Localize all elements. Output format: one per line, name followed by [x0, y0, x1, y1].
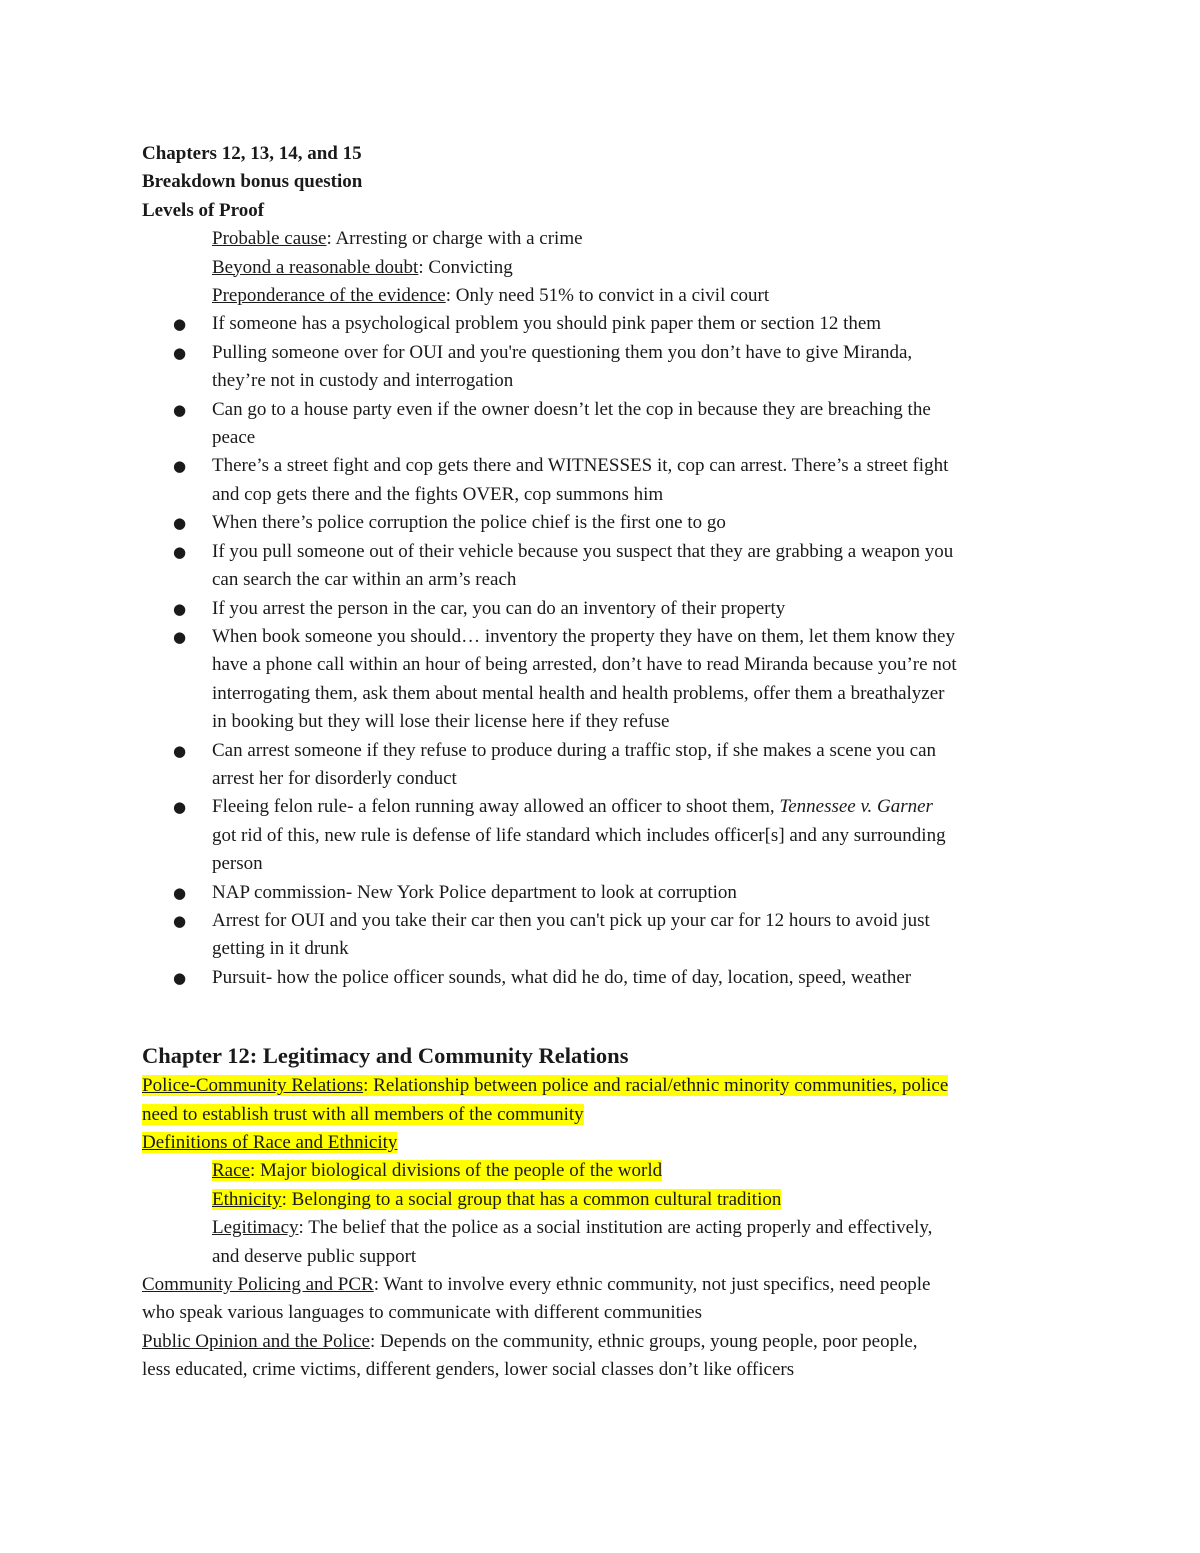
- section-heading-levels-of-proof: Levels of Proof: [142, 199, 265, 221]
- ethnicity-definition: Ethnicity: Belonging to a social group that has a common cultural tradition: [212, 1188, 782, 1210]
- bullet-icon: ●: [173, 343, 187, 362]
- case-name: Tennessee v. Garner: [779, 796, 933, 818]
- level-definition: : Convicting: [418, 256, 513, 278]
- notes-bullet-list: [142, 310, 1062, 992]
- levels-of-proof-list: [142, 225, 1062, 310]
- level-definition: : Arresting or charge with a crime: [326, 228, 583, 250]
- bullet-icon: ●: [173, 911, 187, 930]
- level-term: Preponderance of the evidence: [212, 285, 446, 307]
- doc-title: Chapters 12, 13, 14, and 15: [142, 143, 362, 164]
- community-policing-line-1: Community Policing and PCR: Want to involve every ethnic community, not just specifics, need people: [142, 1274, 931, 1296]
- public-opinion-line-2: less educated, crime victims, different genders, lower social classes don’t like officers: [142, 1359, 795, 1381]
- bullet-icon: ●: [173, 627, 187, 646]
- ethnicity-term: Ethnicity: [212, 1188, 282, 1210]
- legitimacy-definition-cont: and deserve public support: [212, 1245, 417, 1267]
- bullet-icon: ●: [173, 741, 187, 760]
- list-item: ● There’s a street fight and cop gets there and WITNESSES it, cop can arrest. There’s a street fight and cop gets there and the fights OVER, cop summons him: [142, 452, 1062, 509]
- list-item: ● When book someone you should… inventory the property they have on them, let them know they have a phone call within an hour of being arrested, don’t have to read Miranda because you’re not interrogating them, ask them about mental health and health problems, offer them a breathalyzer in booking but they will lose their license here if they refuse: [142, 623, 1062, 737]
- level-item: [142, 254, 1062, 282]
- list-item: ● Arrest for OUI and you take their car then you can't pick up your car for 12 hours to avoid just getting in it drunk: [142, 907, 1062, 964]
- bullet-icon: ●: [173, 400, 187, 419]
- list-item: ● NAP commission- New York Police department to look at corruption: [142, 879, 1062, 907]
- public-opinion-line-1: Public Opinion and the Police: Depends on the community, ethnic groups, young people, poor people,: [142, 1330, 918, 1352]
- list-item: ● Pursuit- how the police officer sounds, what did he do, time of day, location, speed, weather: [142, 964, 1062, 992]
- bullet-icon: ●: [173, 514, 187, 533]
- race-term: Race: [212, 1160, 250, 1182]
- bullet-icon: ●: [173, 315, 187, 334]
- race-definition: Race: Major biological divisions of the people of the world: [212, 1160, 663, 1182]
- bullet-icon: ●: [173, 457, 187, 476]
- bullet-icon: ●: [173, 883, 187, 902]
- level-term: Beyond a reasonable doubt: [212, 256, 419, 278]
- list-item: ● Fleeing felon rule- a felon running away allowed an officer to shoot them, Tennessee v. Garner got rid of this, new rule is defense of life standard which includes officer[s] and any surrounding person: [142, 793, 1062, 878]
- pcr-term: Police-Community Relations: [142, 1075, 364, 1097]
- list-item: ● When there’s police corruption the police chief is the first one to go: [142, 509, 1062, 537]
- bullet-icon: ●: [173, 599, 187, 618]
- doc-subtitle: Breakdown bonus question: [142, 171, 363, 193]
- level-item: [142, 282, 1062, 310]
- level-definition: : Only need 51% to convict in a civil court: [445, 285, 770, 307]
- level-term: Probable cause: [212, 228, 327, 250]
- list-item: ● Pulling someone over for OUI and you're questioning them you don’t have to give Miranda, they’re not in custody and interrogation: [142, 339, 1062, 396]
- community-policing-term: Community Policing and PCR: [142, 1274, 374, 1296]
- chapter-12-body: [142, 1072, 1062, 1384]
- bullet-icon: ●: [173, 542, 187, 561]
- community-policing-line-2: who speak various languages to communicate with different communities: [142, 1302, 703, 1324]
- definitions-heading: Definitions of Race and Ethnicity: [142, 1132, 398, 1153]
- list-item: ● Can go to a house party even if the owner doesn’t let the cop in because they are breaching the peace: [142, 396, 1062, 453]
- public-opinion-term: Public Opinion and the Police: [142, 1330, 370, 1352]
- chapter-12-heading: Chapter 12: Legitimacy and Community Relations: [142, 1043, 629, 1069]
- pcr-line-2: need to establish trust with all members of the community: [142, 1103, 584, 1125]
- pcr-line-1: Police-Community Relations: Relationship between police and racial/ethnic minority communities, police: [142, 1075, 949, 1097]
- document-page: [142, 140, 1062, 1385]
- legitimacy-term: Legitimacy: [212, 1217, 299, 1239]
- section-spacer: [142, 992, 1062, 1041]
- level-item: [142, 225, 1062, 253]
- legitimacy-definition: Legitimacy: The belief that the police as a social institution are acting properly and effectively,: [212, 1217, 933, 1239]
- bullet-icon: ●: [173, 798, 187, 817]
- list-item: ● If someone has a psychological problem you should pink paper them or section 12 them: [142, 310, 1062, 338]
- list-item: ● Can arrest someone if they refuse to produce during a traffic stop, if she makes a scene you can arrest her for disorderly conduct: [142, 737, 1062, 794]
- list-item: ● If you pull someone out of their vehicle because you suspect that they are grabbing a weapon you can search the car within an arm’s reach: [142, 538, 1062, 595]
- list-item: ● If you arrest the person in the car, you can do an inventory of their property: [142, 595, 1062, 623]
- bullet-icon: ●: [173, 968, 187, 987]
